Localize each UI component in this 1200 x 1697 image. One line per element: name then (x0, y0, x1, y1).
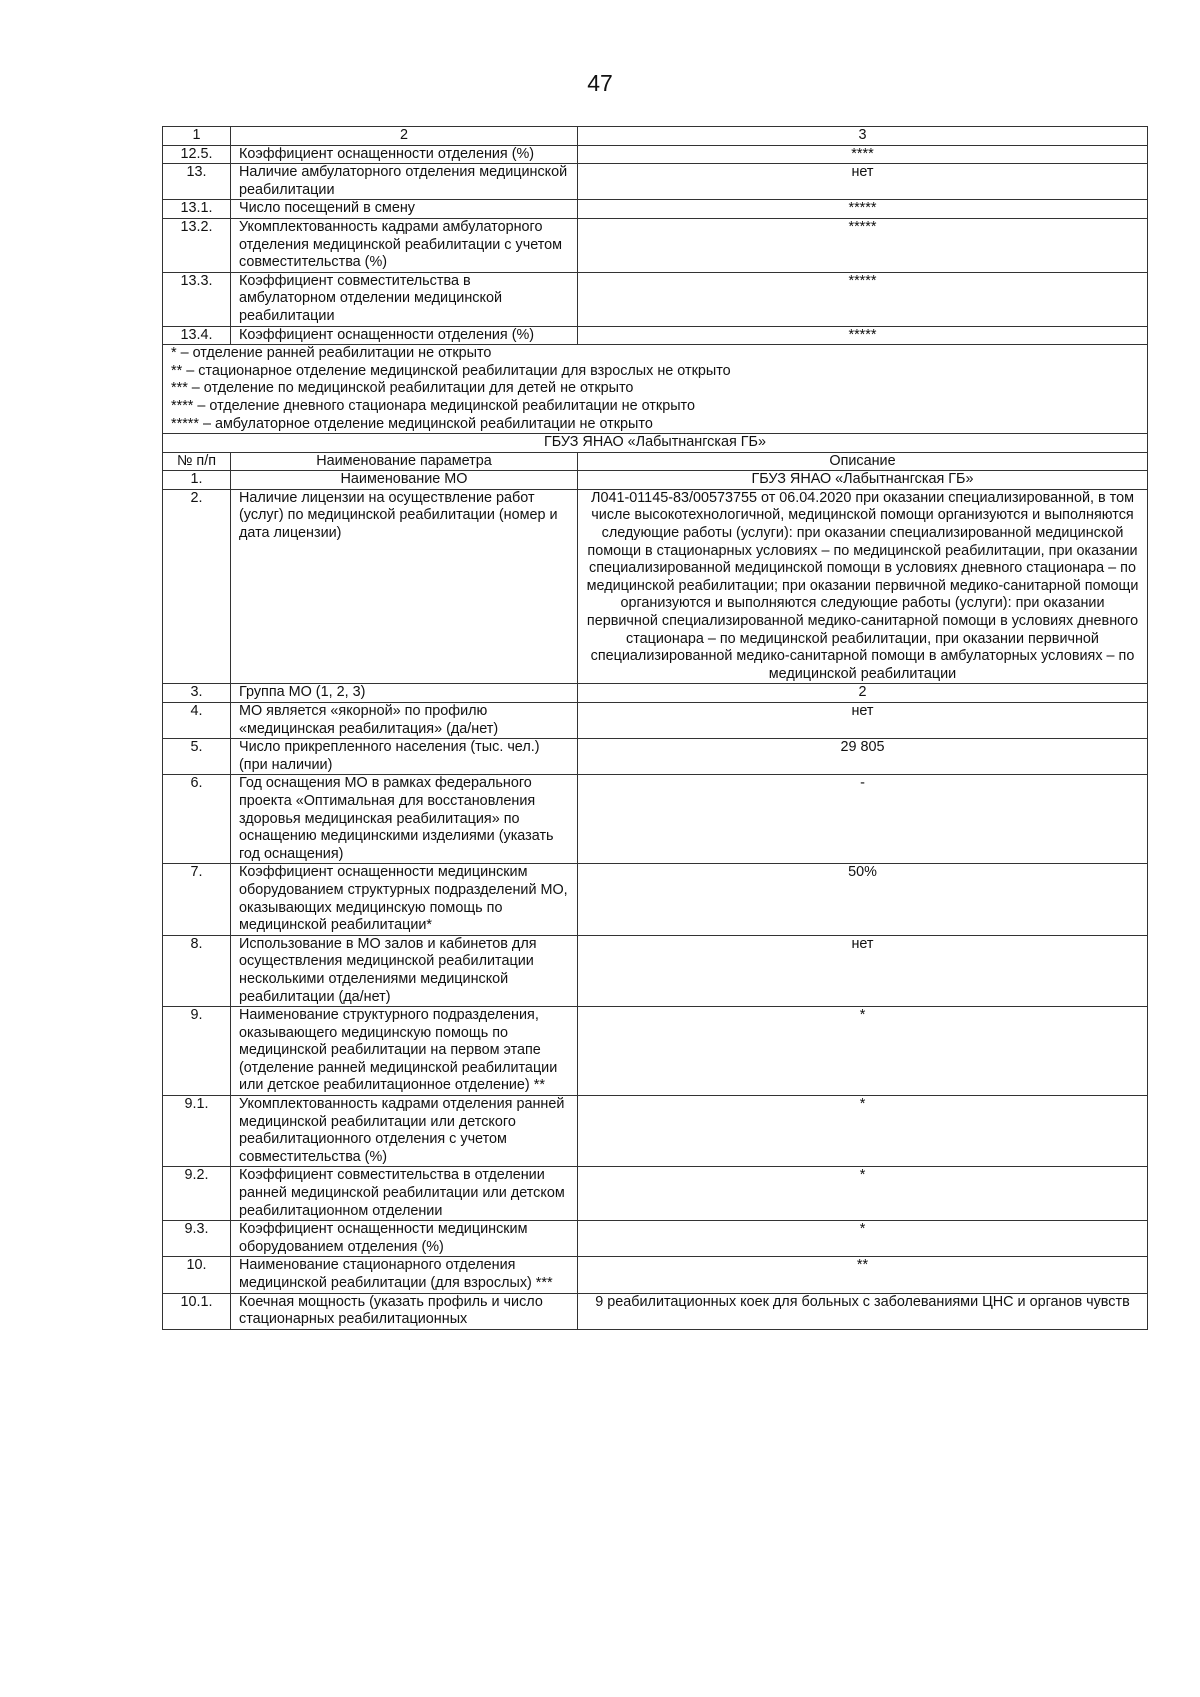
parameter-description: **** (578, 145, 1148, 164)
row-number: 2. (163, 489, 231, 684)
column-number-cell: 3 (578, 127, 1148, 146)
row-number: 13.1. (163, 200, 231, 219)
row-number: 9.2. (163, 1167, 231, 1221)
footnote: **** – отделение дневного стационара медицинской реабилитации не открыто (171, 397, 695, 414)
row-number: 10.1. (163, 1293, 231, 1329)
parameter-description: ***** (578, 326, 1148, 345)
parameter-description: нет (578, 935, 1148, 1006)
parameter-name: Коэффициент оснащенности отделения (%) (231, 326, 578, 345)
parameter-description: ***** (578, 200, 1148, 219)
parameter-description: 50% (578, 864, 1148, 935)
table-row (163, 489, 1148, 684)
table-row (163, 218, 1148, 272)
parameter-description: * (578, 1096, 1148, 1167)
parameter-description: 2 (578, 684, 1148, 703)
footnote: ** – стационарное отделение медицинской реабилитации для взрослых не открыто (171, 362, 731, 379)
column-number-cell: 2 (231, 127, 578, 146)
parameter-description: ГБУЗ ЯНАО «Лабытнангская ГБ» (578, 471, 1148, 490)
row-number: 12.5. (163, 145, 231, 164)
row-number: 3. (163, 684, 231, 703)
parameter-name: Коэффициент оснащенности медицинским оборудованием отделения (%) (231, 1221, 578, 1257)
document-table (162, 126, 1148, 1330)
row-number: 4. (163, 703, 231, 739)
parameter-name: Наличие амбулаторного отделения медицинской реабилитации (231, 164, 578, 200)
parameter-description: 9 реабилитационных коек для больных с заболеваниями ЦНС и органов чувств (578, 1293, 1148, 1329)
parameter-name: Коэффициент оснащенности отделения (%) (231, 145, 578, 164)
row-number: 9.3. (163, 1221, 231, 1257)
page-number: 47 (587, 70, 613, 96)
parameter-description: * (578, 1221, 1148, 1257)
column-header-number: № п/п (163, 452, 231, 471)
table-row (163, 1167, 1148, 1221)
parameter-name: Число посещений в смену (231, 200, 578, 219)
column-number-row (163, 127, 1148, 146)
footnote: *** – отделение по медицинской реабилитации для детей не открыто (171, 380, 634, 397)
column-header-row (163, 452, 1148, 471)
row-number: 13.3. (163, 272, 231, 326)
footnotes-row (163, 345, 1148, 434)
table-row (163, 164, 1148, 200)
parameter-name: Коэффициент совместительства в амбулаторном отделении медицинской реабилитации (231, 272, 578, 326)
column-header-description: Описание (578, 452, 1148, 471)
row-number: 1. (163, 471, 231, 490)
parameter-description: * (578, 1167, 1148, 1221)
table-row (163, 739, 1148, 775)
parameter-name: Использование в МО залов и кабинетов для осуществления медицинской реабилитации несколькими отделениями медицинской реабилитации (да/нет) (231, 935, 578, 1006)
row-number: 5. (163, 739, 231, 775)
table-row (163, 1293, 1148, 1329)
row-number: 13. (163, 164, 231, 200)
parameter-description: Л041-01145-83/00573755 от 06.04.2020 при оказании специализированной, в том числе высокотехнологичной, медицинской помощи организуются и выполняются следующие работы (услуги): при оказании специализированной медицинской помощи в стационарных условиях – по медицинской реабилитации, при оказании специализированной медицинской помощи в условиях дневного стационара – по медицинской реабилитации; при оказании первичной медико-санитарной помощи организуются и выполняются следующие работы (услуги): при оказании первичной специализированной медико-санитарной помощи в условиях дневного стационара – по медицинской реабилитации, при оказании первичной специализированной медико-санитарной помощи в амбулаторных условиях – по медицинской реабилитации (578, 489, 1148, 684)
section-title-row (163, 434, 1148, 453)
parameter-description: 29 805 (578, 739, 1148, 775)
parameter-name: МО является «якорной» по профилю «медицинская реабилитация» (да/нет) (231, 703, 578, 739)
parameter-description: * (578, 1007, 1148, 1096)
parameter-name: Наименование МО (231, 471, 578, 490)
parameter-name: Наименование структурного подразделения, оказывающего медицинскую помощь по медицинской реабилитации на первом этапе (отделение ранней медицинской реабилитации или детское реабилитационное отделение) ** (231, 1007, 578, 1096)
footnotes-cell (163, 345, 1148, 434)
table-row (163, 471, 1148, 490)
table-row (163, 684, 1148, 703)
table-row (163, 1007, 1148, 1096)
table-row (163, 1096, 1148, 1167)
table-row (163, 1257, 1148, 1293)
parameter-name: Укомплектованность кадрами отделения ранней медицинской реабилитации или детского реабилитационного отделения с учетом совместительства (%) (231, 1096, 578, 1167)
parameter-description: ** (578, 1257, 1148, 1293)
parameter-description: нет (578, 703, 1148, 739)
row-number: 8. (163, 935, 231, 1006)
parameter-name: Укомплектованность кадрами амбулаторного отделения медицинской реабилитации с учетом совместительства (%) (231, 218, 578, 272)
parameter-name: Группа МО (1, 2, 3) (231, 684, 578, 703)
table-row (163, 200, 1148, 219)
parameter-name: Коэффициент совместительства в отделении ранней медицинской реабилитации или детском реабилитационном отделении (231, 1167, 578, 1221)
table-row (163, 775, 1148, 864)
parameter-description: - (578, 775, 1148, 864)
table-row (163, 703, 1148, 739)
row-number: 9.1. (163, 1096, 231, 1167)
section-title: ГБУЗ ЯНАО «Лабытнангская ГБ» (163, 434, 1148, 453)
table-row (163, 326, 1148, 345)
footnote: * – отделение ранней реабилитации не открыто (171, 345, 492, 362)
row-number: 6. (163, 775, 231, 864)
column-number-cell: 1 (163, 127, 231, 146)
parameter-name: Число прикрепленного населения (тыс. чел.) (при наличии) (231, 739, 578, 775)
table-row (163, 272, 1148, 326)
row-number: 13.2. (163, 218, 231, 272)
table-row (163, 1221, 1148, 1257)
table-row (163, 145, 1148, 164)
row-number: 13.4. (163, 326, 231, 345)
table-row (163, 935, 1148, 1006)
parameter-name: Наличие лицензии на осуществление работ (услуг) по медицинской реабилитации (номер и дата лицензии) (231, 489, 578, 684)
parameter-description: ***** (578, 272, 1148, 326)
parameter-name: Коечная мощность (указать профиль и число стационарных реабилитационных (231, 1293, 578, 1329)
table-row (163, 864, 1148, 935)
row-number: 9. (163, 1007, 231, 1096)
parameter-description: ***** (578, 218, 1148, 272)
row-number: 10. (163, 1257, 231, 1293)
parameter-description: нет (578, 164, 1148, 200)
column-header-parameter: Наименование параметра (231, 452, 578, 471)
parameter-name: Год оснащения МО в рамках федерального проекта «Оптимальная для восстановления здоровья медицинская реабилитация» по оснащению медицинскими изделиями (указать год оснащения) (231, 775, 578, 864)
parameter-name: Наименование стационарного отделения медицинской реабилитации (для взрослых) *** (231, 1257, 578, 1293)
row-number: 7. (163, 864, 231, 935)
footnote: ***** – амбулаторное отделение медицинской реабилитации не открыто (171, 415, 653, 432)
parameter-name: Коэффициент оснащенности медицинским оборудованием структурных подразделений МО, оказывающих медицинскую помощь по медицинской реабилитации* (231, 864, 578, 935)
